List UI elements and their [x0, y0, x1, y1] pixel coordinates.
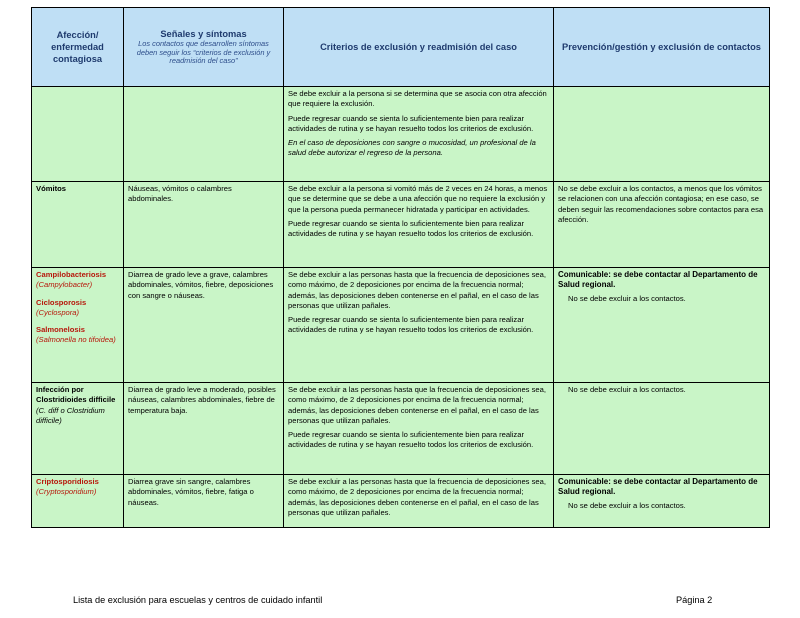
prevention-cell: [554, 383, 770, 475]
header-criteria: Criterios de exclusión y readmisión del caso: [284, 8, 554, 87]
disease-organism: (Campylobacter): [36, 280, 93, 290]
criteria-text: Se debe excluir a las personas hasta que la frecuencia de deposiciones sea, como máximo, de 2 deposiciones por encima de la frecuencia normal; además, las deposiciones deben contenerse en el pañal, en el caso de las personas que utilizan pañales.: [288, 477, 546, 517]
table-row: [32, 182, 770, 268]
criteria-text: En el caso de deposiciones con sangre o mucosidad, un profesional de la salud debe autorizar el regreso de la persona.: [288, 138, 536, 158]
prevention-cell: [554, 475, 770, 528]
table-row: [32, 383, 770, 475]
header-symptoms-note: Los contactos que desarrollen síntomas deben seguir los “criterios de exclusión y readmisión del caso”: [136, 39, 271, 66]
disease-cell: [32, 383, 124, 475]
header-symptoms: [124, 8, 284, 87]
criteria-text: Se debe excluir a la persona si vomitó más de 2 veces en 24 horas, a menos que se determine que se debe a una afección que no requiere la exclusión y que la persona pueda permanecer hidratada y participar en actividades.: [288, 184, 548, 214]
disease-name: Vómitos: [36, 184, 66, 193]
criteria-text: Se debe excluir a la persona si se determina que se asocia con otra afección que requiere la exclusión.: [288, 89, 547, 109]
disease-name: Infección por Clostridioides difficile: [36, 385, 116, 405]
disease-name: Salmonelosis: [36, 325, 85, 335]
criteria-text: Puede regresar cuando se sienta lo suficientemente bien para realizar actividades de rutina y se hayan resuelto todos los criterios de exclusión.: [288, 430, 534, 450]
criteria-text: Puede regresar cuando se sienta lo suficientemente bien para realizar actividades de rutina y se hayan resuelto todos los criterios de exclusión.: [288, 315, 534, 335]
header-disease: Afección/ enfermedad contagiosa: [32, 8, 124, 87]
prevention-text: No se debe excluir a los contactos.: [568, 501, 686, 510]
symptoms-cell: Náuseas, vómitos o calambres abdominales.: [124, 182, 284, 268]
disease-organism: (Salmonella no tifoidea): [36, 335, 116, 345]
header-prevention: Prevención/gestión y exclusión de contactos: [554, 8, 770, 87]
table-header-row: [32, 8, 770, 87]
criteria-text: Se debe excluir a las personas hasta que la frecuencia de deposiciones sea, como máximo, de 2 deposiciones por encima de la frecuencia normal; además, las deposiciones deben contenerse en el pañal, en el caso de las personas que utilizan pañales.: [288, 385, 546, 425]
disease-cell: [32, 182, 124, 268]
prevention-cell: [554, 268, 770, 383]
footer-page-number: Página 2: [676, 595, 713, 605]
disease-organism: (Cyclospora): [36, 307, 80, 317]
exclusion-table: [31, 7, 770, 528]
disease-cell: [32, 87, 124, 182]
prevention-cell: No se debe excluir a los contactos, a menos que los vómitos se relacionen con una afección contagiosa; en ese caso, se deben seguir las recomendaciones sobre contactos para esa afección.: [554, 182, 770, 268]
table-row: [32, 268, 770, 383]
prevention-text: No se debe excluir a los contactos.: [568, 385, 686, 394]
disease-organism: (Cryptosporidium): [36, 487, 97, 497]
disease-name: Criptosporidiosis: [36, 477, 99, 486]
table-row: [32, 87, 770, 182]
prevention-cell: [554, 87, 770, 182]
symptoms-cell: Diarrea grave sin sangre, calambres abdominales, vómitos, fiebre, fatiga o náuseas.: [124, 475, 284, 528]
criteria-cell: [284, 268, 554, 383]
header-symptoms-title: Señales y síntomas: [160, 29, 247, 40]
symptoms-cell: [124, 87, 284, 182]
criteria-text: Se debe excluir a las personas hasta que la frecuencia de deposiciones sea, como máximo, de 2 deposiciones por encima de la frecuencia normal; además, las deposiciones deben contenerse en el pañal, en el caso de las personas que utilizan pañales.: [288, 270, 546, 310]
disease-name: Campilobacteriosis: [36, 270, 107, 279]
criteria-cell: [284, 383, 554, 475]
communicable-notice: Comunicable: se debe contactar al Departamento de Salud regional.: [558, 270, 758, 289]
disease-cell: [32, 475, 124, 528]
symptoms-cell: Diarrea de grado leve a moderado, posibles náuseas, calambres abdominales, fiebre de temperatura baja.: [124, 383, 284, 475]
communicable-notice: Comunicable: se debe contactar al Departamento de Salud regional.: [558, 477, 758, 496]
table-row: [32, 475, 770, 528]
disease-name: Ciclosporosis: [36, 297, 87, 307]
disease-organism: (C. diff o Clostridium difficile): [36, 405, 105, 425]
criteria-cell: [284, 475, 554, 528]
symptoms-cell: Diarrea de grado leve a grave, calambres abdominales, vómitos, fiebre, deposiciones con sangre o náuseas.: [124, 268, 284, 383]
footer-document-title: Lista de exclusión para escuelas y centros de cuidado infantil: [73, 595, 323, 605]
prevention-text: No se debe excluir a los contactos.: [568, 294, 686, 303]
criteria-text: Puede regresar cuando se sienta lo suficientemente bien para realizar actividades de rutina y se hayan resuelto todos los criterios de exclusión.: [288, 218, 534, 239]
disease-cell: [32, 268, 124, 383]
criteria-cell: [284, 182, 554, 268]
criteria-text: Puede regresar cuando se sienta lo suficientemente bien para realizar actividades de rutina y se hayan resuelto todos los criterios de exclusión.: [288, 113, 534, 133]
criteria-cell: [284, 87, 554, 182]
